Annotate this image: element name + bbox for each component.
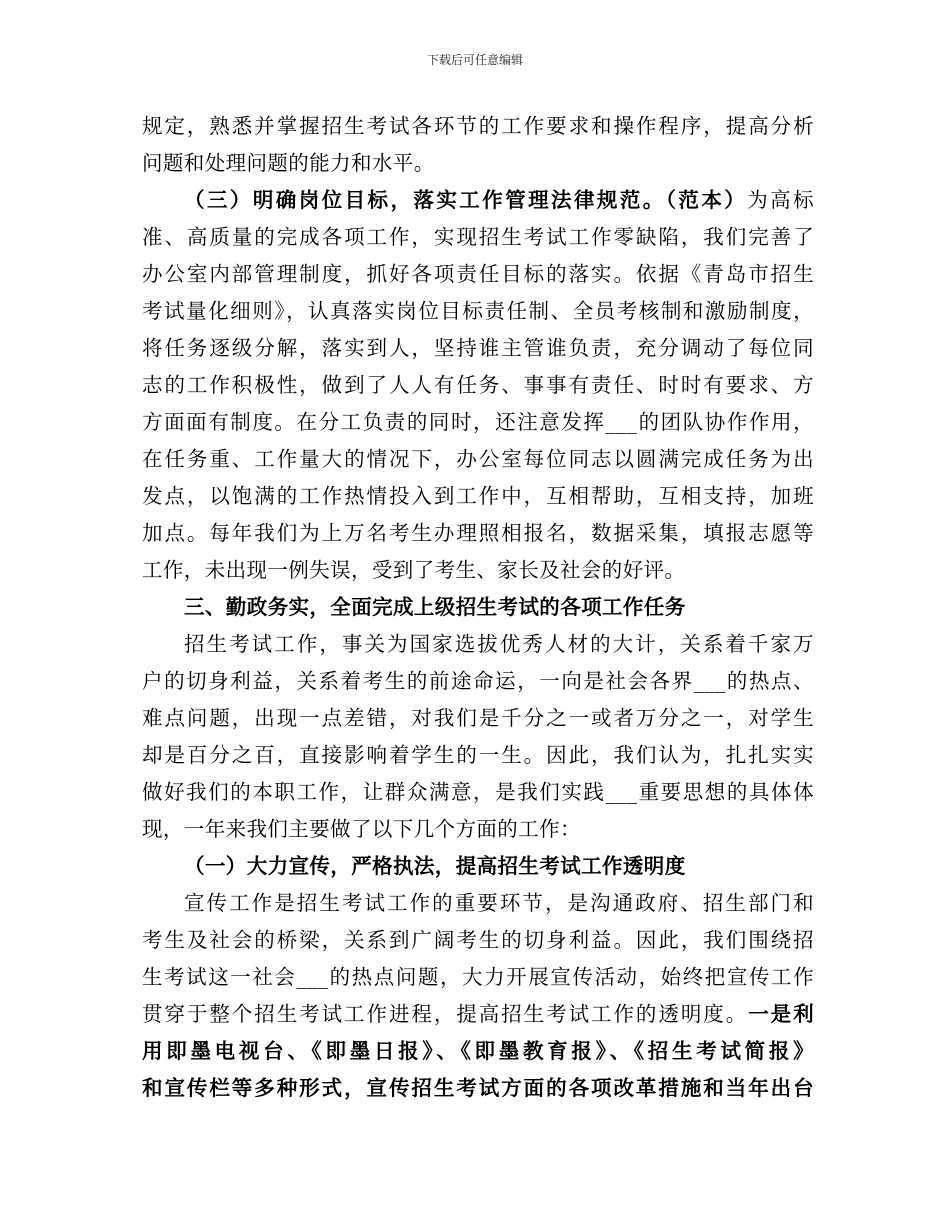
text-line [142, 441, 814, 478]
text-line [142, 959, 814, 996]
text-segment: 考试量化细则》，认真落实岗位目标责任制、全员考核制和激励制度， [142, 299, 814, 323]
text-line [142, 515, 814, 552]
text-segment: 工作，未出现一例失误，受到了考生、家长及社会的好评。 [142, 558, 686, 582]
section-heading: 三、勤政务实，全面完成上级招生考试的各项工作任务 [184, 595, 686, 619]
text-segment: 问题和处理问题的能力和水平。 [142, 151, 435, 175]
section-heading: （一）大力宣传，严格执法，提高招生考试工作透明度 [184, 854, 686, 878]
section-heading: （三）明确岗位目标，落实工作管理法律规范。（范本） [184, 188, 748, 212]
text-segment: 加点。每年我们为上万名考生办理照相报名，数据采集，填报志愿等 [142, 521, 814, 545]
text-segment: 为高标 [747, 188, 814, 212]
text-segment: 将任务逐级分解，落实到人，坚持谁主管谁负责，充分调动了每位同 [142, 336, 814, 360]
text-line [142, 1070, 814, 1107]
text-segment: 贯穿于整个招生考试工作进程，提高招生考试工作的透明度。 [142, 1002, 749, 1026]
text-segment: 生考试这一社会___的热点问题，大力开展宣传活动，始终把宣传工作 [142, 965, 814, 989]
text-line [142, 700, 814, 737]
text-line [142, 404, 814, 441]
text-line [142, 663, 814, 700]
text-line [142, 293, 814, 330]
text-segment: 规定，熟悉并掌握招生考试各环节的工作要求和操作程序，提高分析 [142, 114, 814, 138]
text-segment: 户的切身利益，关系着考生的前途命运，一向是社会各界___的热点、 [142, 669, 814, 693]
bold-text-segment: 和宣传栏等多种形式，宣传招生考试方面的各项改革措施和当年出台 [142, 1076, 814, 1100]
bold-text-segment: 用即墨电视台、《即墨日报》、《即墨教育报》、《招生考试简报》 [142, 1039, 814, 1063]
text-line [142, 774, 814, 811]
text-segment: 宣传工作是招生考试工作的重要环节，是沟通政府、招生部门和 [184, 891, 814, 915]
text-line [142, 552, 814, 589]
text-segment: 办公室内部管理制度，抓好各项责任目标的落实。依据《青岛市招生 [142, 262, 814, 286]
text-segment: 难点问题，出现一点差错，对我们是千分之一或者万分之一，对学生 [142, 706, 814, 730]
text-line [142, 145, 814, 182]
text-line [142, 737, 814, 774]
text-line [142, 478, 814, 515]
text-line [142, 1033, 814, 1070]
text-segment: 发点，以饱满的工作热情投入到工作中，互相帮助，互相支持，加班 [142, 484, 814, 508]
text-line [142, 885, 814, 922]
section-heading-line [142, 848, 814, 885]
text-segment: 考生及社会的桥梁，关系到广阔考生的切身利益。因此，我们围绕招 [142, 928, 814, 952]
text-segment: 却是百分之百，直接影响着学生的一生。因此，我们认为，扎扎实实 [142, 743, 814, 767]
text-segment: 做好我们的本职工作，让群众满意，是我们实践___重要思想的具体体 [142, 780, 814, 804]
text-segment: 方面面有制度。在分工负责的同时，还注意发挥___的团队协作作用， [142, 410, 814, 434]
text-line [142, 256, 814, 293]
document-body [142, 108, 814, 1107]
text-line [142, 922, 814, 959]
section-heading-line [142, 589, 814, 626]
page-header-text: 下载后可任意编辑 [426, 53, 523, 67]
text-segment: 准、高质量的完成各项工作，实现招生考试工作零缺陷，我们完善了 [142, 225, 814, 249]
text-line [142, 108, 814, 145]
text-segment: 现，一年来我们主要做了以下几个方面的工作： [142, 817, 581, 841]
text-segment: 招生考试工作，事关为国家选拔优秀人材的大计，关系着千家万 [184, 632, 814, 656]
section-heading-line [142, 182, 814, 219]
text-segment: 在任务重、工作量大的情况下，办公室每位同志以圆满完成任务为出 [142, 447, 814, 471]
page-header [0, 52, 950, 68]
text-line [142, 811, 814, 848]
text-line [142, 330, 814, 367]
text-line [142, 626, 814, 663]
text-line [142, 367, 814, 404]
text-line [142, 219, 814, 256]
text-segment: 志的工作积极性，做到了人人有任务、事事有责任、时时有要求、方 [142, 373, 814, 397]
bold-text-segment: 一是利 [748, 1002, 814, 1026]
text-line [142, 996, 814, 1033]
